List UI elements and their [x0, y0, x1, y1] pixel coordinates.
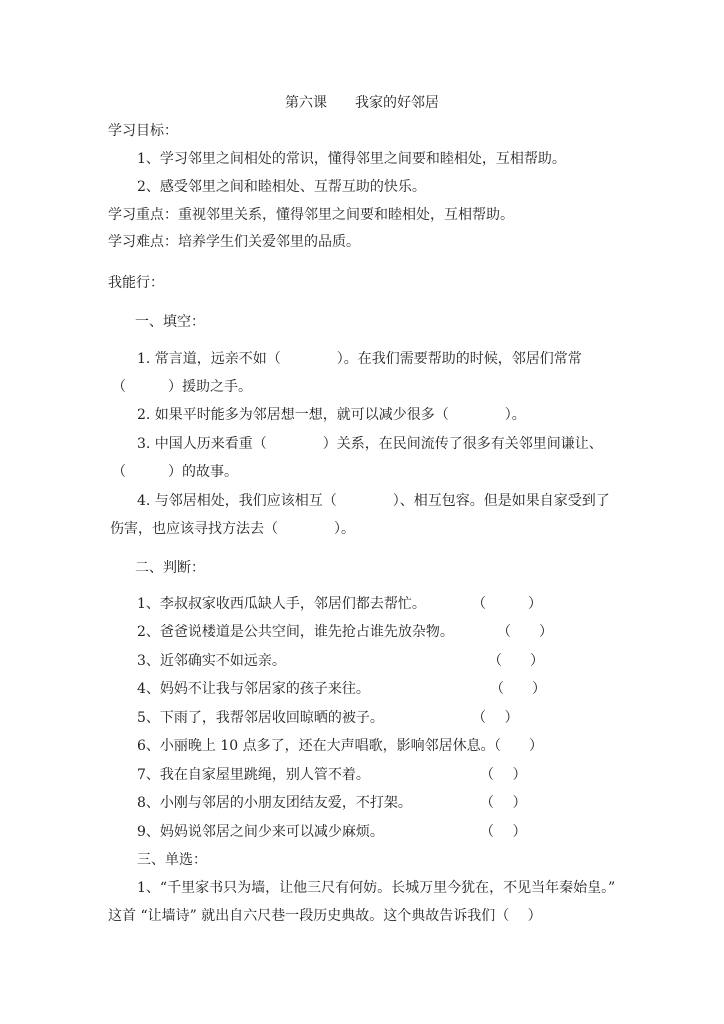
- difficulty: 学习难点：培养学生们关爱邻里的品质。: [108, 234, 360, 250]
- judge-answer-blank[interactable]: （ ）: [480, 824, 527, 840]
- judge-item-text: 4、妈妈不让我与邻居家的孩子来往。: [137, 681, 370, 697]
- single-choice-heading: 三、单选：: [137, 852, 207, 868]
- objective-item: 2、感受邻里之间和睦相处、互帮互助的快乐。: [137, 179, 426, 195]
- page-title: 第六课 我家的好邻居: [285, 95, 439, 111]
- fill-blank-line: 伤害，也应该寻找方法去（ ）。: [110, 521, 355, 537]
- fill-blank-line: 4. 与邻居相处，我们应该相互（ ）、相互包容。但是如果自家受到了: [137, 493, 610, 509]
- fill-blank-line: 2. 如果平时能多为邻居想一想，就可以减少很多（ ）。: [137, 407, 526, 423]
- judge-item-text: 1、李叔叔家收西瓜缺人手，邻居们都去帮忙。: [137, 596, 426, 612]
- judge-item-text: 2、爸爸说楼道是公共空间，谁先抢占谁先放杂物。: [137, 624, 454, 640]
- fill-blank-heading: 一、填空：: [135, 314, 205, 330]
- judge-heading: 二、判断：: [135, 560, 205, 576]
- fill-blank-line: 3. 中国人历来看重（ ）关系，在民间流传了很多有关邻里间谦让、: [137, 436, 603, 452]
- judge-answer-blank[interactable]: （ ）: [480, 767, 527, 783]
- single-choice-line: 1、“千里家书只为墙，让他三尺有何妨。长城万里今犹在，不见当年秦始皇。”: [137, 880, 616, 896]
- objective-item: 1、学习邻里之间相处的常识，懂得邻里之间要和睦相处，互相帮助。: [137, 151, 566, 167]
- judge-item-text: 6、小丽晚上 10 点多了，还在大声唱歌，影响邻居休息。: [137, 738, 495, 754]
- single-choice-line: 这首 “让墙诗” 就出自六尺巷一段历史典故。这个典故告诉我们（ ）: [108, 908, 542, 924]
- fill-blank-line: （ ）的故事。: [112, 464, 238, 480]
- judge-answer-blank[interactable]: （ ）: [472, 596, 542, 612]
- judge-item-text: 9、妈妈说邻居之间少来可以减少麻烦。: [137, 824, 384, 840]
- judge-answer-blank[interactable]: （ ）: [480, 795, 527, 811]
- fill-blank-line: （ ）援助之手。: [112, 379, 252, 395]
- judge-answer-blank[interactable]: （ ）: [472, 710, 519, 726]
- judge-item-text: 8、小刚与邻居的小朋友团结友爱，不打架。: [137, 795, 412, 811]
- judge-answer-blank[interactable]: （ ）: [497, 624, 553, 640]
- judge-answer-blank[interactable]: （ ）: [488, 653, 544, 669]
- judge-answer-blank[interactable]: （ ）: [490, 681, 546, 697]
- fill-blank-line: 1. 常言道，远亲不如（ ）。在我们需要帮助的时候，邻居们常常: [137, 351, 582, 367]
- objectives-heading: 学习目标：: [108, 123, 178, 139]
- i-can-heading: 我能行：: [108, 275, 164, 291]
- judge-answer-blank[interactable]: （ ）: [487, 738, 543, 754]
- judge-item-text: 7、我在自家屋里跳绳，别人管不着。: [137, 767, 370, 783]
- judge-item-text: 5、下雨了，我帮邻居收回晾晒的被子。: [137, 710, 384, 726]
- key-point: 学习重点：重视邻里关系，懂得邻里之间要和睦相处，互相帮助。: [108, 207, 514, 223]
- judge-item-text: 3、近邻确实不如远亲。: [137, 653, 286, 669]
